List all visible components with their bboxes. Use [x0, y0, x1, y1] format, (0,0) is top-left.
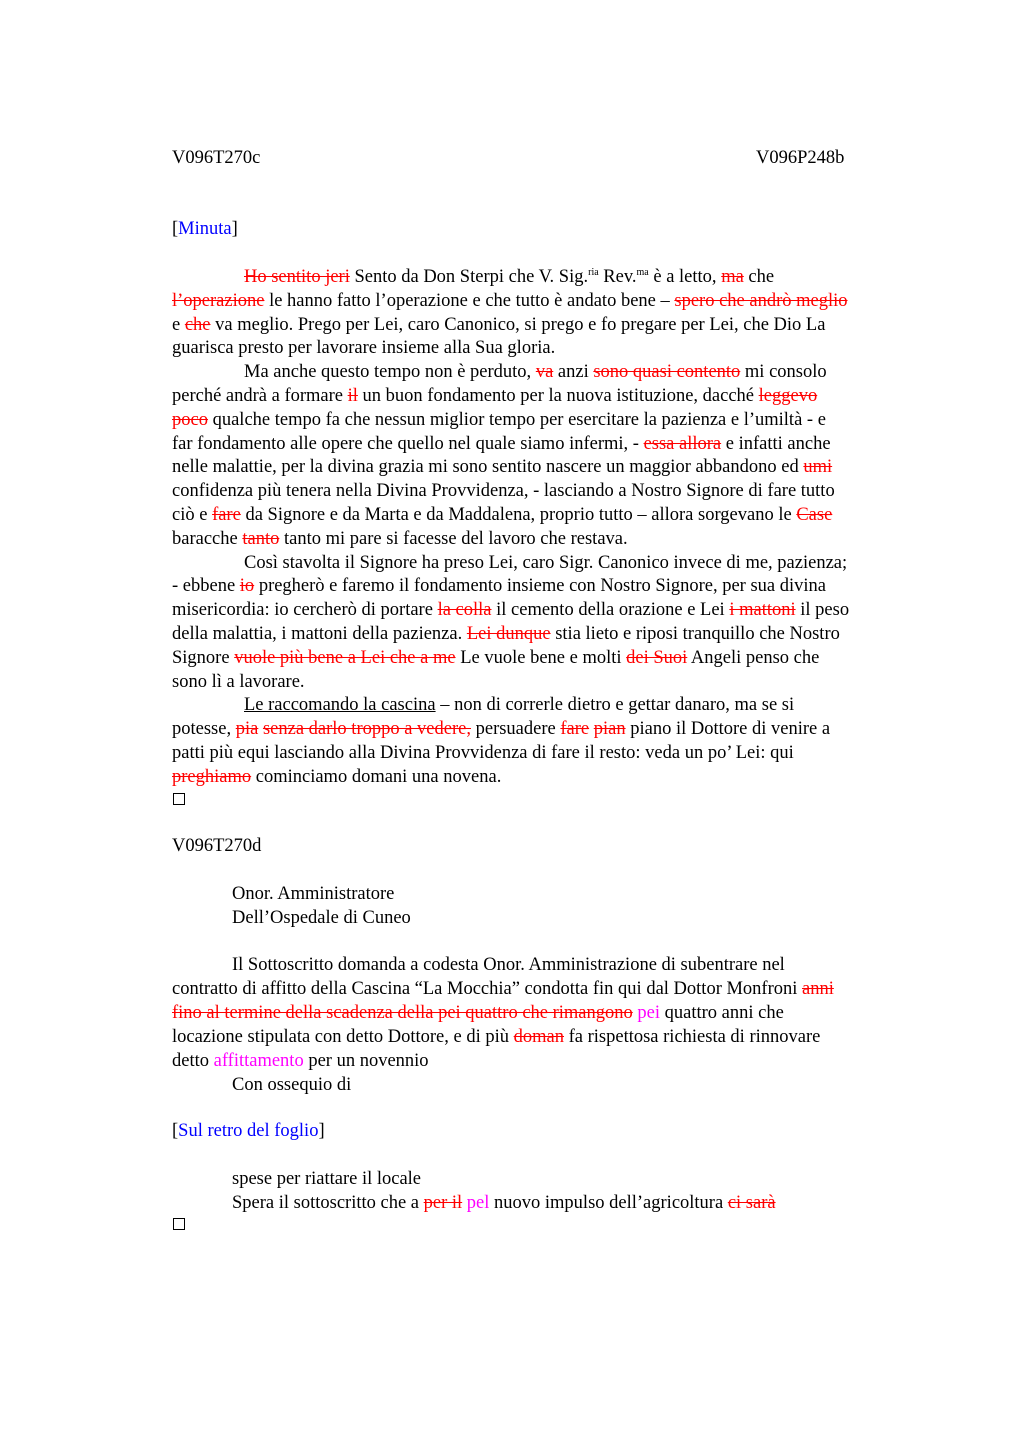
text-line [172, 977, 834, 1001]
inserted-text: pel [466, 1193, 490, 1213]
text-run: detto [172, 1051, 214, 1071]
text-line [172, 336, 555, 360]
text-run: fa rispettosa richiesta di rinnovare [564, 1027, 821, 1047]
text-run: nuovo impulso dell’agricoltura [489, 1193, 728, 1213]
underlined-text: Le raccomando la cascina [244, 695, 436, 716]
struck-text: dei Suoi [626, 647, 688, 668]
struck-text: i mattoni [729, 600, 796, 621]
text-run: guarisca presto per lavorare insieme alla Sua gloria. [172, 338, 556, 359]
text-line [232, 1073, 351, 1097]
address-line-2: Dell’Ospedale di Cuneo [232, 908, 411, 928]
struck-text: pia [235, 719, 259, 740]
struck-text: anni [802, 979, 834, 999]
text-line [172, 289, 848, 313]
text-line [232, 953, 785, 977]
text-run: confidenza più tenera nella Divina Provvidenza, - lasciando a Nostro Signore di fare tutto [172, 481, 835, 502]
text-line [172, 622, 840, 646]
checkbox-square-icon [173, 1218, 185, 1230]
text-line [232, 1167, 421, 1191]
text-run: - ebbene [172, 576, 240, 597]
text-run: tanto mi pare si facesse del lavoro che restava. [279, 528, 628, 549]
text-run: pregherò e faremo il fondamento insieme con Nostro Signore, per sua divina [254, 576, 826, 597]
text-run: il peso [795, 600, 850, 621]
text-run: che [743, 267, 775, 287]
text-run: potesse, [172, 719, 236, 740]
text-run: Angeli penso che [687, 647, 820, 668]
text-line [244, 265, 774, 289]
struck-text: il [347, 386, 358, 406]
text-run: Spera il sottoscritto che a [232, 1193, 424, 1213]
struck-text: sono quasi contento [593, 362, 741, 383]
text-line [172, 479, 835, 503]
text-line [172, 527, 628, 551]
text-run: ciò e [172, 505, 213, 525]
inserted-text: affittamento [213, 1051, 304, 1071]
text-run: un buon fondamento per la nuova istituzione, dacché [357, 386, 759, 406]
text-line [172, 1001, 784, 1025]
text-line [244, 360, 827, 384]
text-run: qualche tempo fa che nessun miglior tempo per esercitare la pazienza e l’umiltà - e [207, 409, 826, 430]
inserted-text: pei [637, 1003, 660, 1023]
text-run: il cemento della orazione e Lei [491, 600, 730, 621]
text-line [232, 1191, 776, 1215]
text-line [172, 646, 819, 670]
text-run: sono lì a lavorare. [172, 671, 305, 692]
text-run: spese per riattare il locale [232, 1169, 422, 1189]
address-line-1: Onor. Amministratore [232, 884, 395, 904]
struck-text: ci sarà [727, 1193, 776, 1213]
text-run: per un novennio [303, 1051, 429, 1071]
superscript-text: ma [636, 267, 649, 278]
text-run: far fondamento alle opere che quello nel quale siamo infermi, - [172, 433, 644, 454]
right-document-code: V096P248b [756, 148, 845, 168]
text-run: patti più equi lasciando alla Divina Provvidenza di fare il resto: veda un po’ Lei: qui [172, 743, 794, 763]
text-line [172, 741, 794, 765]
struck-text: tanto [242, 528, 280, 549]
text-run: locazione stipulata con detto Dottore, e di più [172, 1027, 514, 1047]
section-label-minuta: [Minuta] [172, 219, 238, 239]
text-run: persuadere [470, 719, 561, 740]
text-line [244, 693, 794, 717]
superscript-text: ria [588, 267, 599, 278]
struck-text: Case [796, 505, 833, 525]
struck-text: pian [593, 719, 626, 740]
text-line [172, 1049, 429, 1073]
struck-text: ma [721, 267, 744, 287]
text-run: e infatti anche [721, 433, 831, 454]
text-run: Signore [172, 647, 235, 668]
text-line [172, 432, 831, 456]
struck-text: fare [212, 505, 241, 525]
text-run: quattro anni che [660, 1003, 784, 1023]
text-run: nelle malattie, per la divina grazia mi sono sentito nascere un maggior abbandono ed [172, 457, 804, 478]
text-line [172, 717, 830, 741]
text-run: stia lieto e riposi tranquillo che Nostro [550, 624, 840, 644]
text-run: da Signore e da Marta e da Maddalena, proprio tutto – allora sorgevano le [240, 505, 797, 525]
text-run: Ma anche questo tempo non è perduto, [244, 362, 536, 383]
struck-text: Ho sentito jeri [244, 267, 350, 287]
struck-text: fare [560, 719, 590, 740]
text-line [172, 765, 501, 789]
struck-text: Lei dunque [466, 624, 551, 644]
struck-text: per il [423, 1193, 463, 1213]
text-line [172, 598, 849, 622]
text-line [172, 455, 832, 479]
text-run: Le vuole bene e molti [455, 647, 627, 668]
struck-text: umi [803, 457, 833, 478]
second-document-code: V096T270d [172, 836, 262, 856]
struck-text: che [184, 314, 211, 335]
text-line [172, 384, 817, 408]
struck-text: l’operazione [172, 290, 265, 311]
struck-text: fino al termine della scadenza della pei quattro che rimangono [172, 1003, 633, 1023]
struck-text: essa allora [643, 433, 722, 454]
left-document-code: V096T270c [172, 148, 261, 168]
text-run: misericordia: io cercherò di portare [172, 600, 438, 621]
text-run: cominciamo domani una novena. [251, 766, 502, 787]
text-run: Il Sottoscritto domanda a codesta Onor. Amministrazione di subentrare nel [232, 955, 785, 975]
checkbox-square-icon [173, 793, 185, 805]
struck-text: la colla [437, 600, 492, 621]
struck-text: senza darlo troppo a vedere, [262, 719, 471, 740]
text-run: contratto di affitto della Cascina “La Mocchia” condotta fin qui dal Dottor Monfroni [172, 979, 803, 999]
text-run: le hanno fatto l’operazione e che tutto è andato bene – [264, 290, 675, 311]
text-run: baracche [172, 528, 243, 549]
text-run: Con ossequio di [232, 1075, 352, 1095]
struck-text: doman [513, 1027, 564, 1047]
text-line [244, 551, 847, 575]
text-run: va meglio. Prego per Lei, caro Canonico, si prego e fo pregare per Lei, che Dio La [210, 314, 826, 335]
text-run: è a letto, [648, 267, 722, 287]
text-line [172, 313, 825, 337]
struck-text: vuole più bene a Lei che a me [234, 647, 456, 668]
text-line [172, 1025, 820, 1049]
text-run: e [172, 314, 185, 335]
struck-text: poco [172, 409, 208, 430]
text-run: Sento da Don Sterpi che V. Sig. [349, 267, 589, 287]
text-line [172, 503, 832, 527]
text-line [172, 574, 826, 598]
text-run: Così stavolta il Signore ha preso Lei, caro Sigr. Canonico invece di me, pazienza; [244, 552, 848, 573]
text-line [172, 408, 826, 432]
text-run: piano il Dottore di venire a [625, 719, 831, 740]
text-run: Rev. [598, 267, 637, 287]
struck-text: leggevo [758, 386, 818, 406]
struck-text: preghiamo [172, 766, 252, 787]
text-run: della malattia, i mattoni della pazienza. [172, 624, 467, 644]
section-label-retro: [Sul retro del foglio] [172, 1121, 325, 1141]
text-run: mi consolo [740, 362, 827, 383]
text-run: – non di correrle dietro e gettar danaro, ma se si [435, 695, 795, 716]
text-run: anzi [553, 362, 594, 383]
struck-text: spero che andrò meglio [674, 290, 848, 311]
text-run: perché andrà a formare [172, 386, 348, 406]
struck-text: io [239, 576, 255, 597]
struck-text: va [535, 362, 554, 383]
text-line [172, 670, 305, 694]
